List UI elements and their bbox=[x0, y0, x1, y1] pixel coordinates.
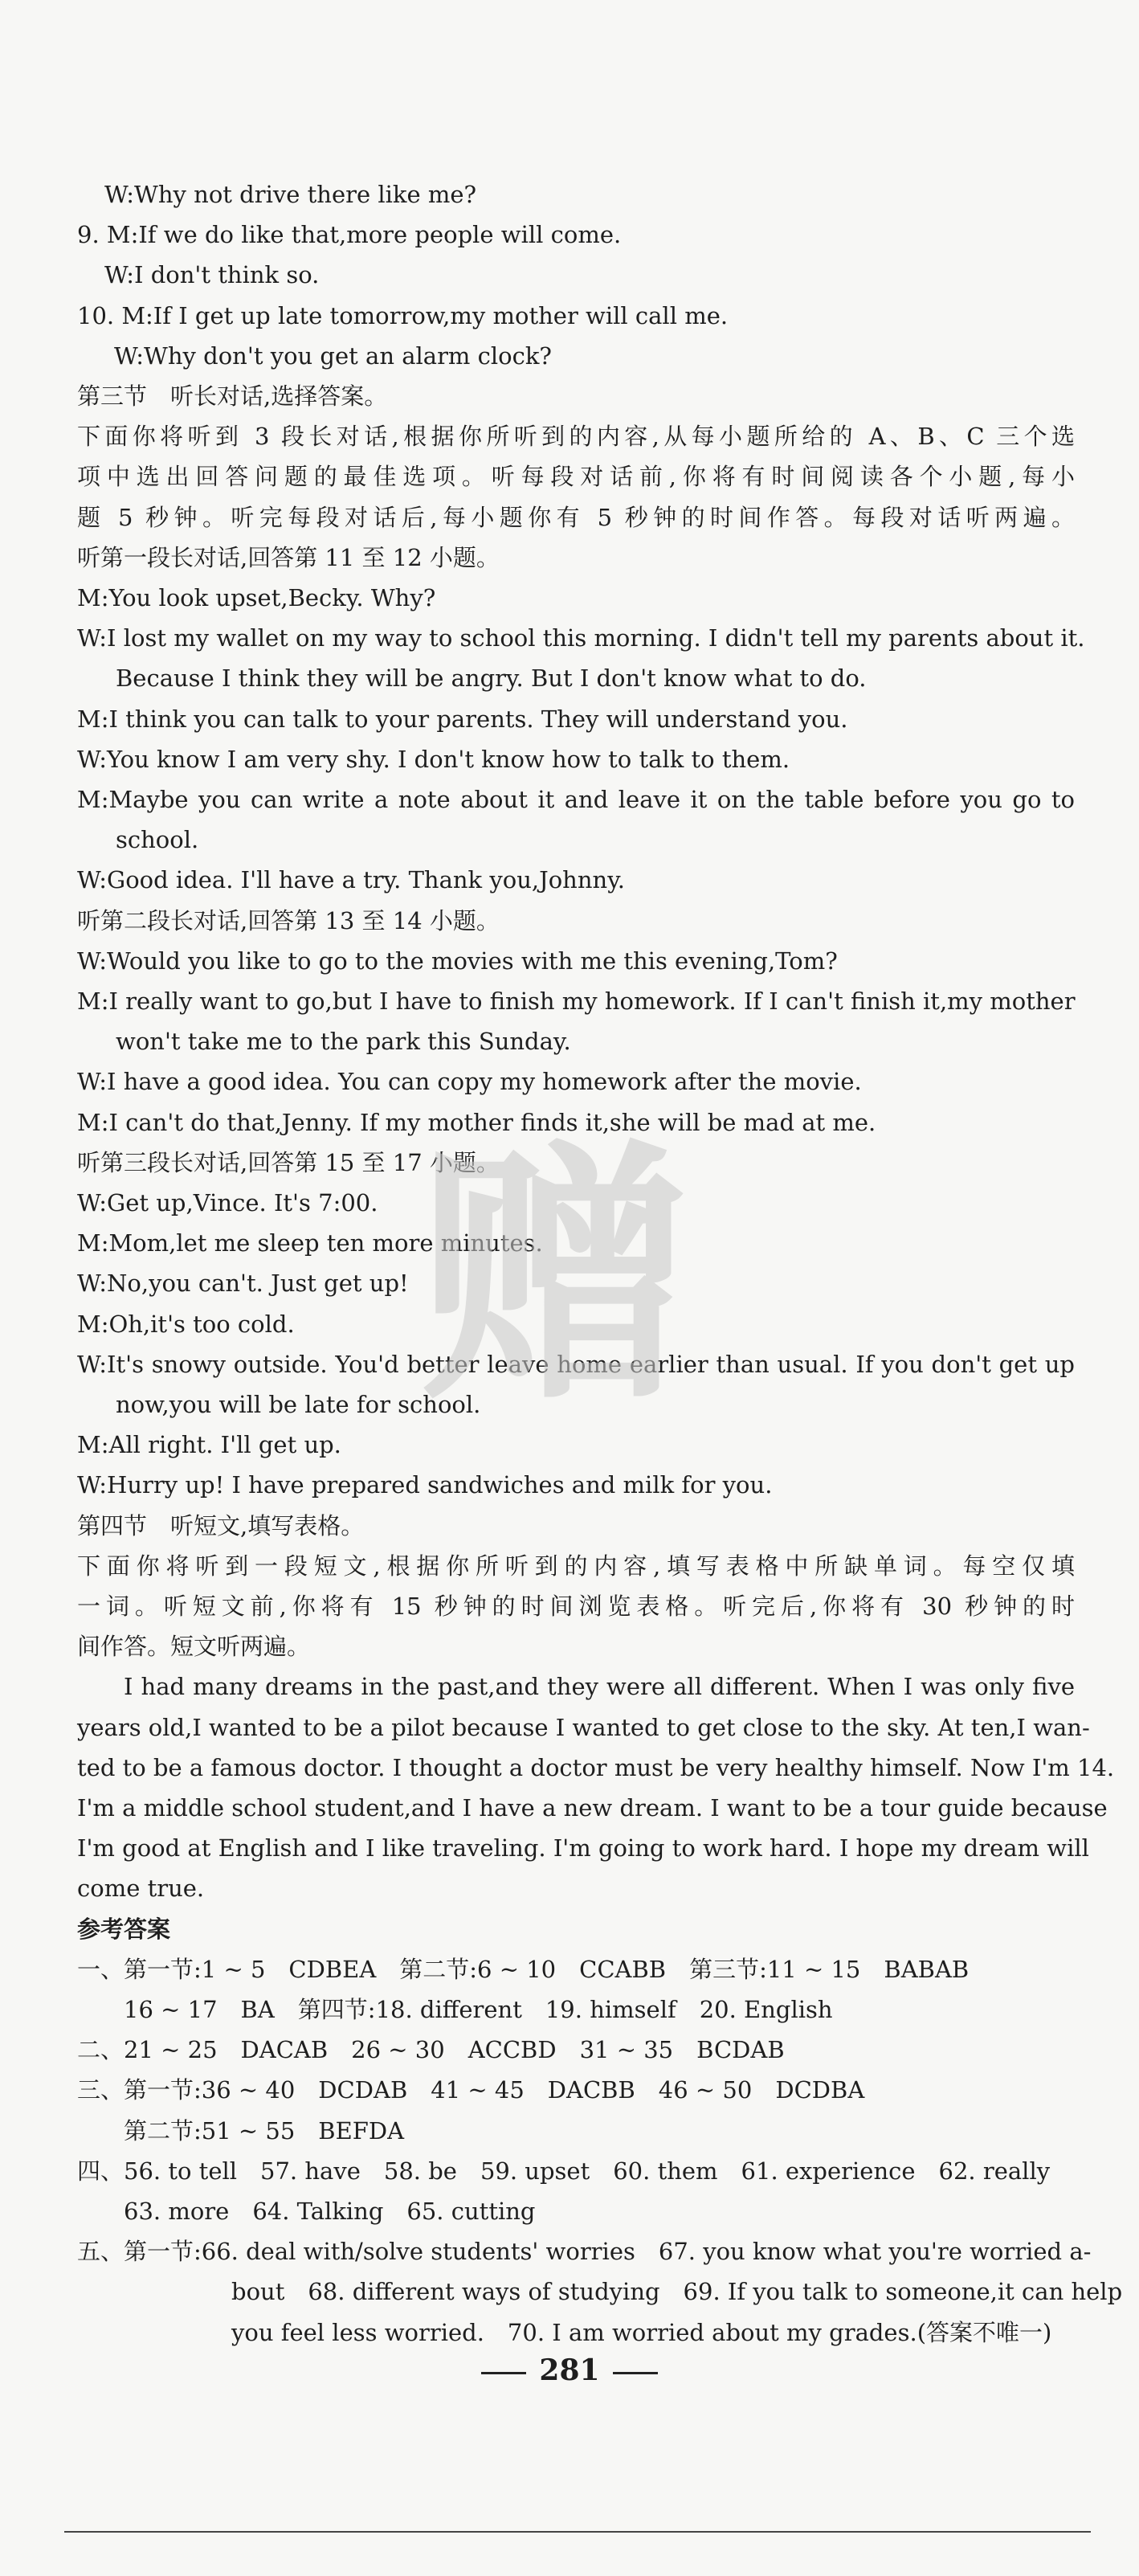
text-line: bout 68. different ways of studying 69. If you talk to someone,it can help bbox=[231, 2278, 1123, 2305]
text-line: W:Would you like to go to the movies with me this evening,Tom? bbox=[77, 947, 838, 975]
text-line: W:You know I am very shy. I don't know how to talk to them. bbox=[77, 746, 790, 773]
text-line: now,you will be late for school. bbox=[116, 1391, 481, 1418]
text-line: M:All right. I'll get up. bbox=[77, 1431, 341, 1458]
text-line: 听第一段长对话,回答第 11 至 12 小题。 bbox=[77, 544, 500, 571]
text-line: school. bbox=[116, 826, 199, 853]
text-line: I'm good at English and I like traveling. I'm going to work hard. I hope my dream will bbox=[77, 1834, 1089, 1862]
text-line: 10. M:If I get up late tomorrow,my mother will call me. bbox=[77, 302, 729, 329]
text-line: M:You look upset,Becky. Why? bbox=[77, 584, 436, 611]
text-line: 听第二段长对话,回答第 13 至 14 小题。 bbox=[77, 907, 500, 934]
text-line: W:Hurry up! I have prepared sandwiches and milk for you. bbox=[77, 1471, 773, 1499]
text-line: W:I lost my wallet on my way to school this morning. I didn't tell my parents about it. bbox=[77, 624, 1085, 652]
text-line: 下面你将听到一段短文,根据你所听到的内容,填写表格中所缺单词。每空仅填 bbox=[77, 1552, 1075, 1580]
bottom-rule bbox=[64, 2531, 1091, 2533]
text-line: 第三节 听长对话,选择答案。 bbox=[77, 382, 388, 410]
text-line: 一词。听短文前,你将有 15 秒钟的时间浏览表格。听完后,你将有 30 秒钟的时 bbox=[77, 1593, 1075, 1620]
text-line: 项中选出回答问题的最佳选项。听每段对话前,你将有时间阅读各个小题,每小 bbox=[77, 463, 1075, 490]
text-line: 63. more 64. Talking 65. cutting bbox=[124, 2198, 536, 2225]
text-line: years old,I wanted to be a pilot because I wanted to get close to the sky. At ten,I wan- bbox=[77, 1714, 1090, 1741]
text-line: W:I don't think so. bbox=[104, 261, 320, 288]
text-line: 一、第一节:1 ~ 5 CDBEA 第二节:6 ~ 10 CCABB 第三节:11 ~ 15 BABAB bbox=[77, 1956, 970, 1983]
text-line: 间作答。短文听两遍。 bbox=[77, 1633, 311, 1660]
text-line: 五、第一节:66. deal with/solve students' worries 67. you know what you're worried a- bbox=[77, 2238, 1092, 2265]
text-line: 二、21 ~ 25 DACAB 26 ~ 30 ACCBD 31 ~ 35 BCDAB bbox=[77, 2036, 785, 2063]
text-line: M:Mom,let me sleep ten more minutes. bbox=[77, 1229, 543, 1257]
text-line: M:Oh,it's too cold. bbox=[77, 1310, 295, 1338]
page-number-dash-right bbox=[613, 2372, 658, 2374]
text-line: I'm a middle school student,and I have a new dream. I want to be a tour guide because bbox=[77, 1794, 1108, 1822]
text-line: 9. M:If we do like that,more people will come. bbox=[77, 221, 622, 248]
text-line: W:Why not drive there like me? bbox=[104, 181, 477, 208]
text-line: M:I think you can talk to your parents. They will understand you. bbox=[77, 705, 848, 733]
text-line: M:I really want to go,but I have to finish my homework. If I can't finish it,my mother bbox=[77, 987, 1076, 1015]
page-number bbox=[0, 2346, 1139, 2394]
text-line: W:Good idea. I'll have a try. Thank you,Johnny. bbox=[77, 866, 625, 893]
watermark-stamp: 赠 bbox=[418, 1118, 691, 1437]
text-line: come true. bbox=[77, 1875, 205, 1902]
page-number-dash-left bbox=[481, 2372, 526, 2374]
text-line: 三、第一节:36 ~ 40 DCDAB 41 ~ 45 DACBB 46 ~ 50 DCDBA bbox=[77, 2076, 865, 2104]
page-number-text: 281 bbox=[539, 2353, 600, 2387]
text-line: ted to be a famous doctor. I thought a doctor must be very healthy himself. Now I'm 14. bbox=[77, 1754, 1115, 1781]
text-line: 第二节:51 ~ 55 BEFDA bbox=[124, 2117, 405, 2145]
text-line: I had many dreams in the past,and they were all different. When I was only five bbox=[124, 1673, 1075, 1700]
text-line: M:Maybe you can write a note about it and leave it on the table before you go to bbox=[77, 786, 1075, 813]
text-line: you feel less worried. 70. I am worried about my grades.(答案不唯一) bbox=[231, 2319, 1052, 2346]
text-line: 题 5 秒钟。听完每段对话后,每小题你有 5 秒钟的时间作答。每段对话听两遍。 bbox=[77, 504, 1075, 531]
text-line: W:I have a good idea. You can copy my homework after the movie. bbox=[77, 1068, 862, 1095]
text-line: Because I think they will be angry. But I don't know what to do. bbox=[116, 664, 867, 692]
text-line: M:I can't do that,Jenny. If my mother finds it,she will be mad at me. bbox=[77, 1109, 876, 1136]
text-line: W:Why don't you get an alarm clock? bbox=[114, 342, 552, 370]
text-line: 下面你将听到 3 段长对话,根据你所听到的内容,从每小题所给的 A、B、C 三个选 bbox=[77, 423, 1075, 450]
text-line: 听第三段长对话,回答第 15 至 17 小题。 bbox=[77, 1149, 500, 1176]
text-line: 第四节 听短文,填写表格。 bbox=[77, 1512, 365, 1539]
text-line: 四、56. to tell 57. have 58. be 59. upset 60. them 61. experience 62. really bbox=[77, 2157, 1051, 2185]
text-line: won't take me to the park this Sunday. bbox=[116, 1028, 571, 1055]
text-line: W:It's snowy outside. You'd better leave home earlier than usual. If you don't get up bbox=[77, 1351, 1075, 1378]
text-line: W:No,you can't. Just get up! bbox=[77, 1270, 409, 1297]
text-line: W:Get up,Vince. It's 7:00. bbox=[77, 1189, 378, 1216]
text-line: 16 ~ 17 BA 第四节:18. different 19. himself 20. English bbox=[124, 1996, 833, 2023]
text-line: 参考答案 bbox=[77, 1916, 171, 1943]
